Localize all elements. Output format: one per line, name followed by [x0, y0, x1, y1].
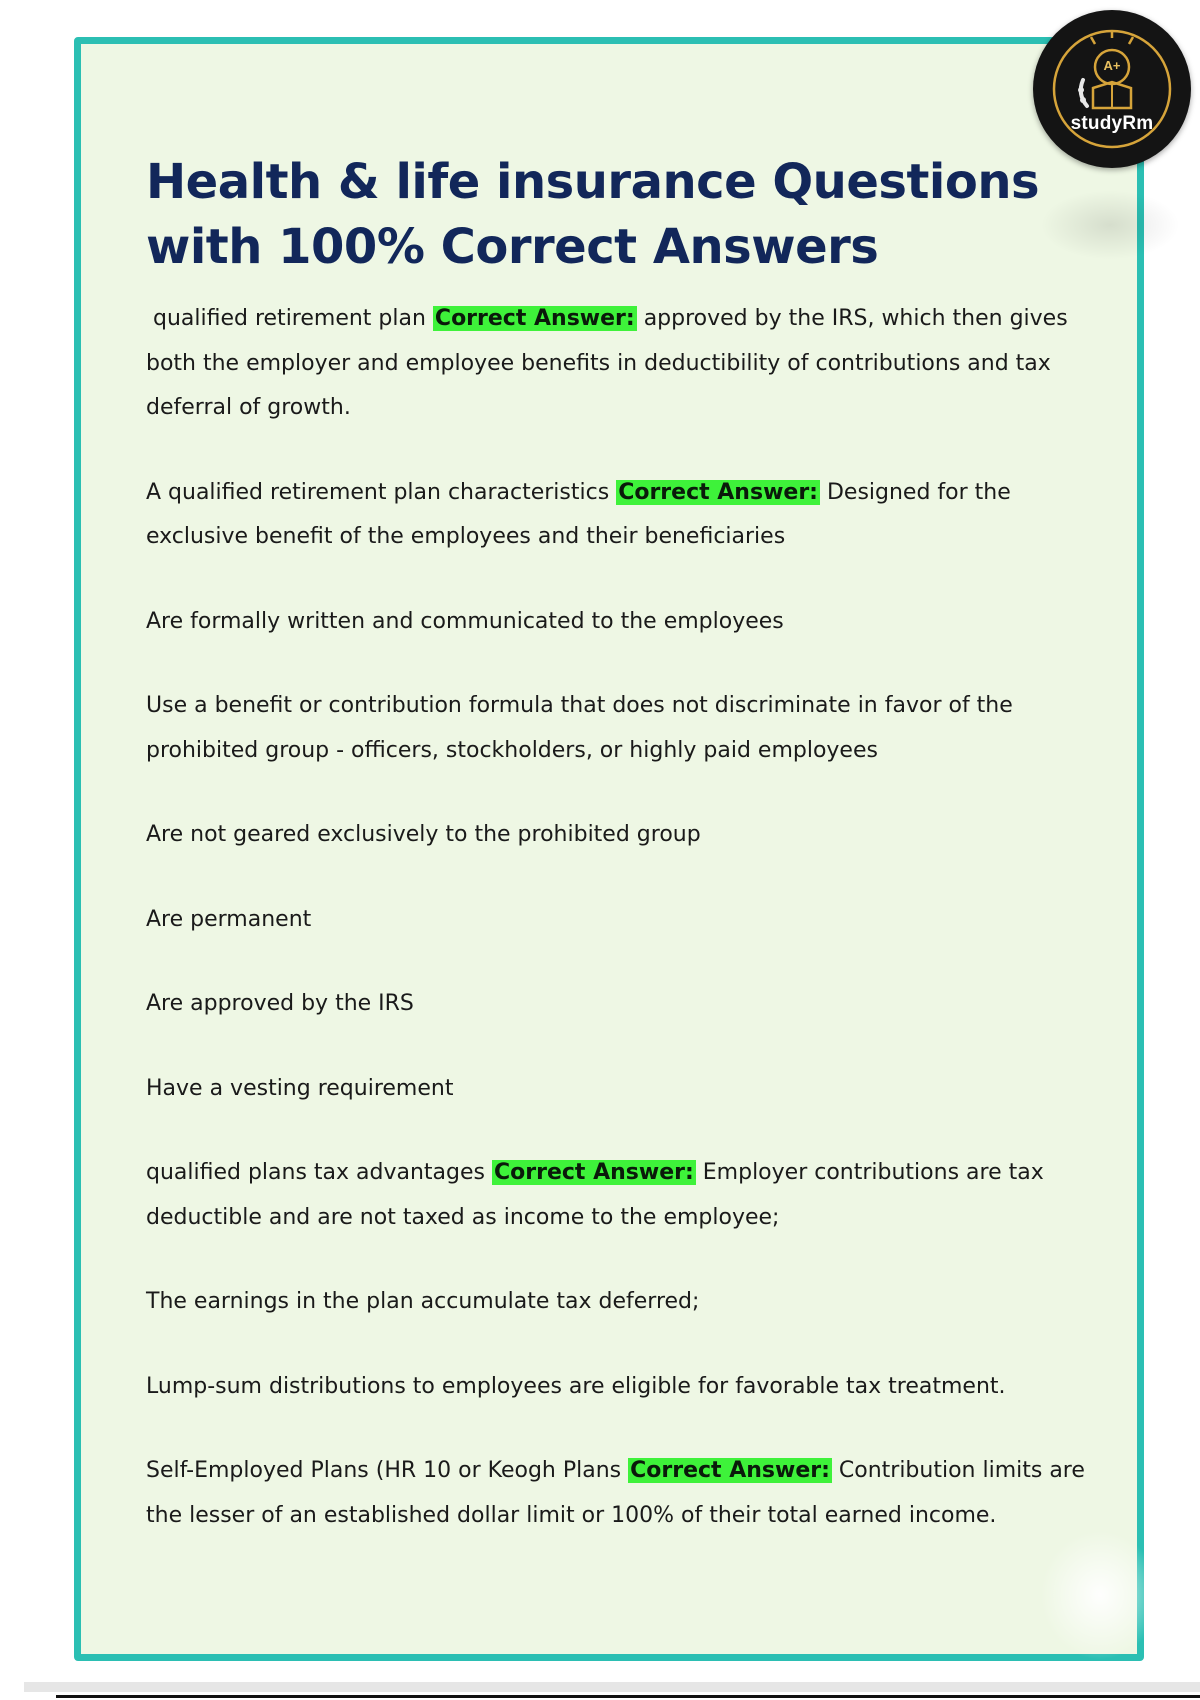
correct-answer-highlight: Correct Answer:	[434, 306, 635, 331]
qa-paragraph	[146, 297, 1096, 431]
answer-text: Employer contributions are tax deductible and are not taxed as income to the employee;	[146, 1160, 1051, 1230]
paragraph-text: Use a benefit or contribution formula that does not discriminate in favor of the prohibited group - officers, stockholders, or highly paid employees	[146, 693, 1013, 763]
paragraph-text: Are permanent	[146, 906, 312, 932]
paragraph-text: The earnings in the plan accumulate tax deferred;	[146, 1289, 700, 1314]
qa-paragraph	[146, 1280, 1096, 1325]
qa-paragraph	[146, 600, 1096, 645]
answer-text: Designed for the exclusive benefit of the employees and their beneficiaries	[146, 479, 1018, 549]
qa-content	[146, 297, 1096, 1578]
correct-answer-highlight: Correct Answer:	[630, 1458, 830, 1483]
page-title: Health & life insurance Questions with 100% Correct Answers	[146, 154, 1040, 275]
question-text: A qualified retirement plan characteristics	[146, 479, 617, 505]
logo-text: studyRm	[1070, 113, 1154, 134]
paragraph-text: Are approved by the IRS	[146, 991, 414, 1016]
question-text: qualified retirement plan	[146, 306, 433, 331]
paragraph-text: Lump-sum distributions to employees are eligible for favorable tax treatment.	[146, 1373, 1006, 1399]
logo-emblem-icon	[1033, 10, 1191, 168]
qa-paragraph	[146, 1151, 1096, 1240]
studyrm-logo	[1033, 10, 1191, 168]
paragraph-text: Are not geared exclusively to the prohibited group	[146, 822, 701, 847]
qa-paragraph	[146, 898, 1096, 943]
qa-paragraph	[146, 1067, 1096, 1112]
correct-answer-highlight: Correct Answer:	[618, 479, 818, 505]
qa-paragraph	[146, 1365, 1096, 1410]
page-bottom-bar	[24, 1682, 1200, 1692]
question-text: qualified plans tax advantages	[146, 1160, 492, 1185]
paragraph-text: Have a vesting requirement	[146, 1075, 454, 1101]
page-bottom-divider	[56, 1695, 1200, 1698]
qa-paragraph	[146, 471, 1096, 560]
answer-text: Contribution limits are the lesser of an established dollar limit or 100% of their total earned income.	[146, 1458, 1092, 1528]
qa-paragraph	[146, 982, 1096, 1027]
paragraph-text: Are formally written and communicated to the employees	[146, 608, 784, 634]
qa-paragraph	[146, 813, 1096, 858]
logo-badge: A+	[1103, 58, 1121, 73]
qa-paragraph	[146, 1449, 1096, 1538]
correct-answer-highlight: Correct Answer:	[494, 1160, 694, 1185]
qa-paragraph	[146, 684, 1096, 773]
question-text: Self-Employed Plans (HR 10 or Keogh Plans	[146, 1458, 629, 1483]
answer-text: approved by the IRS, which then gives both the employer and employee benefits in deductibility of contributions and tax deferral of growth.	[146, 306, 1075, 420]
